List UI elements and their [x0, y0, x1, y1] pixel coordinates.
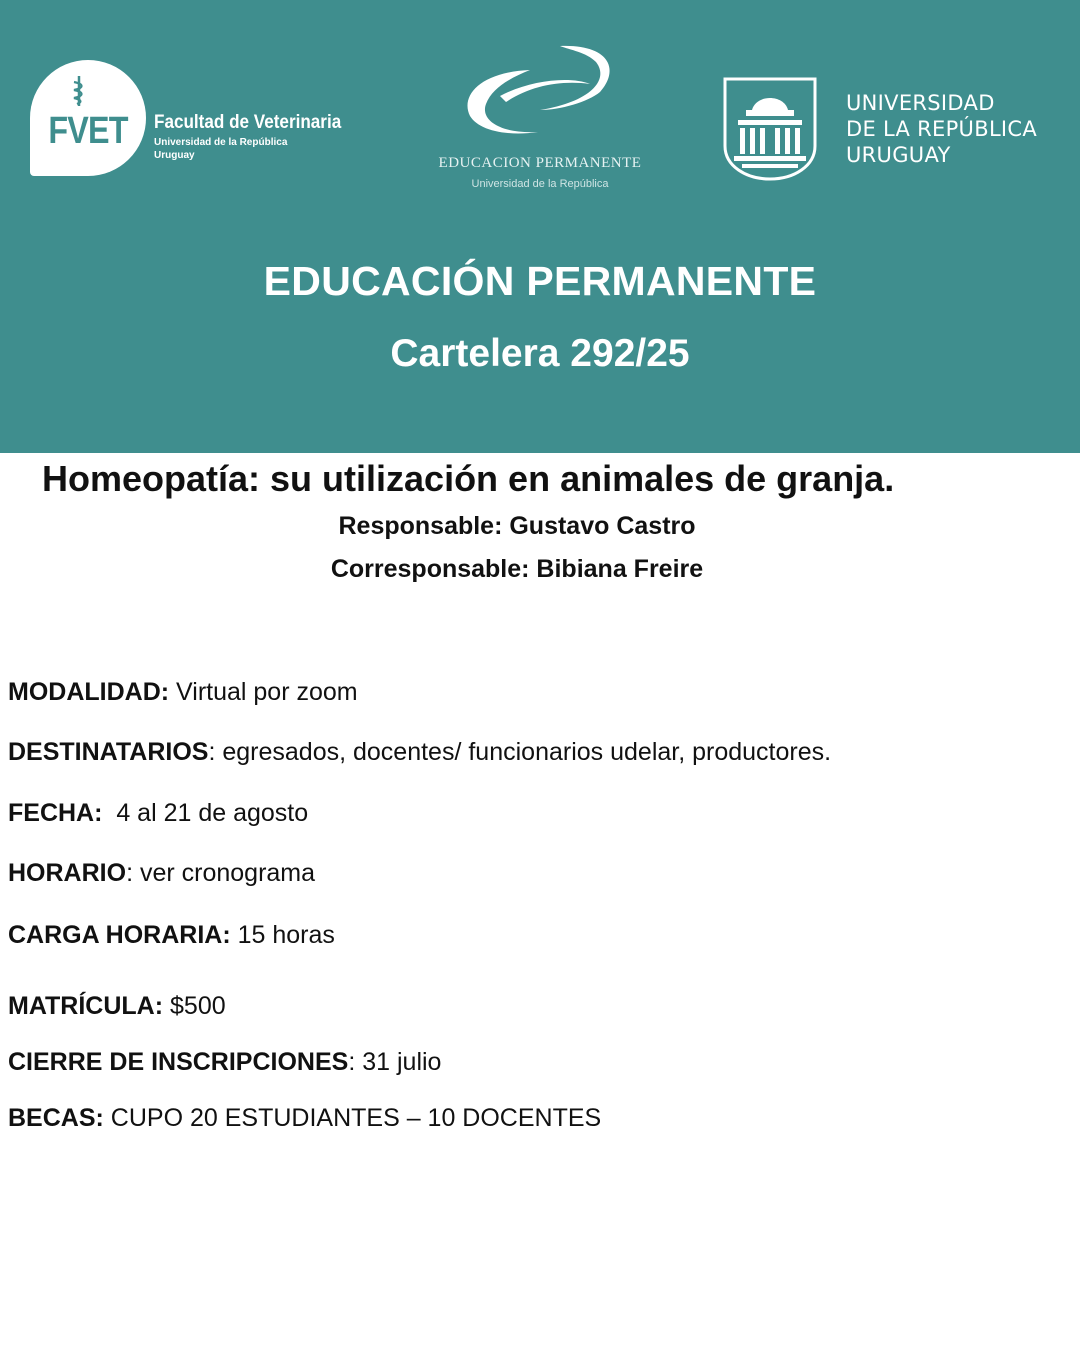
info-value: 15 horas [230, 921, 335, 949]
info-modalidad [8, 678, 1068, 707]
fvet-bubble [30, 60, 146, 176]
info-value: 4 al 21 de agosto [102, 799, 309, 827]
fvet-acronym: FVET [48, 110, 128, 152]
info-value: Virtual por zoom [169, 678, 358, 706]
header-banner [0, 0, 1080, 453]
info-cierre-inscripciones [8, 1048, 1068, 1077]
info-label: BECAS: [8, 1104, 104, 1132]
info-becas [8, 1104, 1068, 1133]
university-building-icon [722, 76, 818, 182]
ep-logo-title: EDUCACION PERMANENTE [438, 155, 642, 171]
info-matricula [8, 992, 1068, 1021]
info-value: $500 [163, 992, 226, 1020]
swoosh-icon [460, 40, 620, 140]
fvet-sub-line: Universidad de la República [154, 137, 288, 148]
info-carga-horaria [8, 921, 1068, 950]
udelar-name [846, 90, 1037, 168]
course-title: Homeopatía: su utilización en animales de granja. [42, 458, 895, 499]
corresponsable: Corresponsable: Bibiana Freire [330, 555, 704, 583]
udelar-logo [722, 76, 1042, 186]
educacion-permanente-logo [400, 40, 680, 200]
info-label: CIERRE DE INSCRIPCIONES [8, 1048, 349, 1076]
fvet-subtitle [154, 136, 287, 162]
udelar-line: DE LA REPÚBLICA [846, 117, 1038, 141]
fvet-sub-line: Uruguay [154, 150, 195, 161]
info-value: : 31 julio [348, 1048, 442, 1076]
fvet-logo [30, 60, 360, 180]
info-label: DESTINATARIOS [8, 738, 209, 766]
info-fecha [8, 799, 1068, 828]
info-value: CUPO 20 ESTUDIANTES – 10 DOCENTES [103, 1104, 602, 1132]
info-label: HORARIO [8, 859, 127, 887]
info-value: : egresados, docentes/ funcionarios udelar, productores. [208, 738, 832, 766]
info-destinatarios [8, 738, 1068, 767]
info-label: MODALIDAD: [8, 678, 170, 706]
info-label: FECHA: [8, 799, 103, 827]
fvet-name: Facultad de Veterinaria [154, 112, 342, 133]
page-title: EDUCACIÓN PERMANENTE [263, 258, 817, 304]
udelar-line: UNIVERSIDAD [846, 91, 995, 115]
cartelera-number: Cartelera 292/25 [390, 332, 690, 375]
responsable: Responsable: Gustavo Castro [338, 512, 696, 540]
info-value: : ver cronograma [126, 859, 316, 887]
caduceus-icon [70, 74, 88, 108]
udelar-line: URUGUAY [846, 143, 951, 167]
ep-logo-subtitle: Universidad de la República [471, 178, 609, 190]
info-label: MATRÍCULA: [8, 992, 164, 1020]
info-horario [8, 859, 1068, 888]
info-label: CARGA HORARIA: [8, 921, 231, 949]
